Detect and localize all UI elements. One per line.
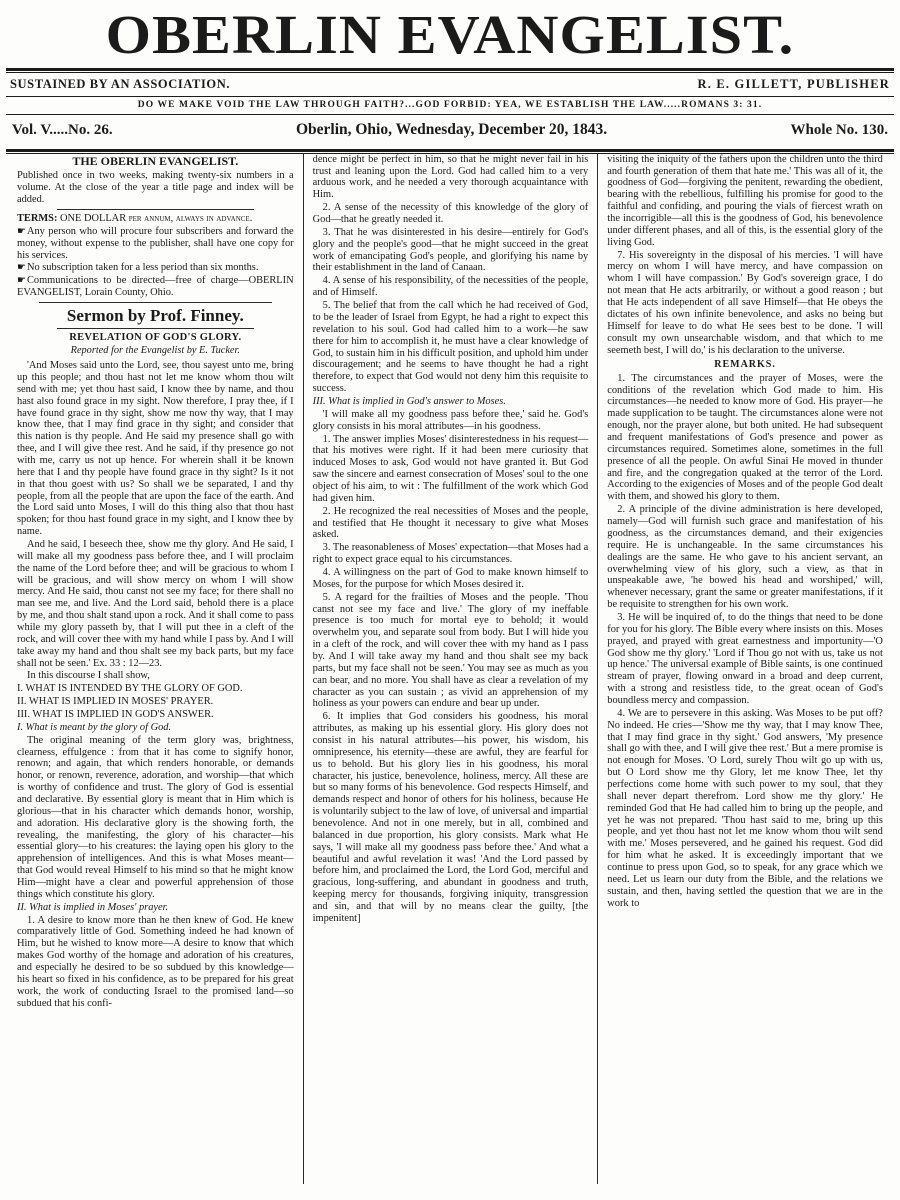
body-paragraph: 3. The reasonableness of Moses' expectation—that Moses had a right to expect grace equal to his circumstances. <box>312 542 589 566</box>
body-paragraph: 5. The belief that from the call which he had received of God, to be the leader of Israel from Egypt, he had a right to expect this revelation to his soul. God had called him to a work—he saw there for him to accomplish it, he must have a clear knowledge of God, to sustain him in his difficult position, and uphold him under discouragement; and he seems to have thought he had a right therefore, to expect that God would not deny him this requisite to success. <box>312 300 589 395</box>
body-paragraph: And he said, I beseech thee, show me thy glory. And He said, I will make all my goodness pass before thee, and I will proclaim the name of the Lord before thee; and will be gracious to whom I will be gracious, and will show mercy on whom I will show mercy. And He said, thou canst not see my face; for there shall no man see me, and live. And the Lord said, behold there is a place by me, and thou shalt stand upon a rock. And it shall come to pass while my glory passeth by, that I will put thee in a cleft of the rock, and will cover thee with my hand while I pass by. And I will take away my hand and thou shalt see my back parts, but my face shall not be seen.' Ex. 33 : 12—23. <box>17 538 294 669</box>
body-paragraph: 'And Moses said unto the Lord, see, thou sayest unto me, bring up this people; and thou hast not let me know whom thou wilt send with me; yet thou hast said, I know thee by name, and thou hast also found grace in my sight. Now therefore, I pray thee, if I have found grace in thy sight, show me now thy way, that I may know thee, that I may find grace in thy sight; and consider that this nation is thy people. And He said my presence shall go with thee, and I will give thee rest. And he said, if thy presence go not with me, carry us not up hence. For wherein shall it be known here that I and thy people have found grace in thy sight? Is it not in that thou goest with us? So shall we be separated, I and thy people, from all the people that are upon the face of the earth. And the Lord said unto Moses, I will do this thing also that thou hast spoken; for thou hast found grace in my sight, and I know thee by name. <box>17 360 294 538</box>
body-paragraph: 'I will make all my goodness pass before thee,' said he. God's glory consists in his moral attributes—in his goodness. <box>312 408 589 432</box>
sermon-title: Sermon by Prof. Finney. <box>66 306 244 326</box>
terms-note-3 <box>17 275 294 299</box>
paper-info-heading: THE OBERLIN EVANGELIST. <box>72 153 239 168</box>
divider-2 <box>39 302 272 303</box>
column-2 <box>303 154 598 1184</box>
section-heading <box>313 396 589 408</box>
pointing-hand-icon: ☛ <box>17 225 26 237</box>
article-columns <box>0 154 900 1184</box>
body-paragraph: 1. The answer implies Moses' disinterestedness in his request—that his motives were right. If it had been mere curiosity that induced Moses to ask, God would not have granted it. But God saw the sincere and earnest consecration of Moses' soul to the one object of his aim, to wit : The fulfillment of the work which God had given him. <box>312 433 589 504</box>
sermon-subtitle: REVELATION OF GOD'S GLORY. <box>69 332 242 344</box>
terms-label: TERMS: <box>17 213 58 224</box>
association-credit: SUSTAINED BY AN ASSOCIATION. <box>10 76 231 91</box>
body-paragraph: 3. That he was disinterested in his desire—entirely for God's glory and the people's good—that he might succeed in the great work of emancipating God's people, and glorifying his name by their establishment in the land of Canaan. <box>312 226 589 274</box>
issue-row <box>0 115 900 145</box>
outline-point-3: III. WHAT IS IMPLIED IN GOD'S ANSWER. <box>17 709 214 721</box>
body-paragraph: 4. A willingness on the part of God to make known himself to Moses, for the purpose for which Moses desired it. <box>312 566 589 590</box>
masthead-motto: DO WE MAKE VOID THE LAW THROUGH FAITH?...GOD FORBID: YEA, WE ESTABLISH THE LAW.....ROMANS 3: 31. <box>137 99 763 110</box>
body-paragraph: 4. We are to persevere in this asking. Was Moses to be put off? No indeed. He cries—'Show me thy way, that I may know Thee, that I may find grace in thy sight.' God answers, 'My presence shall go with thee, and I will give thee rest.' But a mere promise is not enough for Moses. 'O Lord, surely Thou wilt go up with us, but O Lord show me thy Glory, let me know Thee, let thy perfections come home with such power to my soul, that they shall never depart therefrom. Lord show me thy glory.' He reminded God that He had called him to bring up the people, and yet he was not prepared. 'Thou hast said to me, bring up this people, and yet thou hast not let me know whom thou wilt send with me.' Moses persevered, and he gained his request. God did for him what he asked. It is exceedingly important that we continue to press upon God, so to speak, for any grace which we need. Let us learn our duty from the Bible, and the relations we sustain, and then, having settled the question that we are in the work to <box>607 707 883 909</box>
body-paragraph: 7. His sovereignty in the disposal of his mercies. 'I will have mercy on whom I will have mercy, and have compassion on whom I will have compassion.' By God's sovereign grace, I do not mean that He acts arbitrarily, or without a good reason ; but that He acts independent of all save Himself—that He obeys the dictates of his own infinite benevolence, and asks no being but Himself for leave to do what He sees best to be done. 'I will consult my own unsearchable wisdom, and that which to me seemeth best, I will do,' is his declaration to the universe. <box>607 249 883 356</box>
masthead-rule-thick <box>6 68 894 71</box>
divider-1 <box>57 209 254 210</box>
body-paragraph: 2. A principle of the divine administration is here developed, namely—God will furnish such grace and manifestation of his goodness, as the circumstances demand, and their exigencies require. He is unchangeable. In the same circumstances his dealings are the same. He who gave to his ancient servant, an overwhelming view of his glory, such a view, as that in unspeakable awe, 'he bowed his head and worshiped,' will, whenever necessary, grant the same or greater manifestations, if it be requisite to strengthen for his own work. <box>607 504 883 611</box>
place-date: Oberlin, Ohio, Wednesday, December 20, 1843. <box>295 120 608 138</box>
body-paragraph: The original meaning of the term glory was, brightness, clearness, effulgence : from that it has come to signify honor, renown; and again, that which renders honorable, or demands honor, or renown, reverence, adoration, and worship—that which is worthy of confidence and trust. The glory of God is essential and declarative. By essential glory is meant that in Him which is glorious—that in his character which demands honor, worship, and adoration. His declarative glory is the showing forth, the revealing, the manifesting, the glory of his character—his essential glory—to his creatures: the laying open his glory to the apprehension of intelligences. And this is what Moses meant—that God would reveal Himself to his mind so that he might know Him—might have a clear and powerful apprehension of those things which constitute his glory. <box>17 734 294 900</box>
body-paragraph: 5. A regard for the frailties of Moses and the people. 'Thou canst not see my face and live.' The glory of my ineffable presence is too much for mortal eye to behold; it would overwhelm you, and separate soul from body. But I will hide you in a cleft of the rock, and will cover thee with my hand as I pass by. And I will take away my hand and thou shalt see my back parts, but my face shall not be seen.' You may see as much as you can bear, and no more. You shall have as clear a revelation of my character as you can sustain ; as vivid an apprehension of my holiness as your powers can endure and bear up under. <box>312 591 589 710</box>
body-paragraph: In this discourse I shall show, <box>27 670 150 682</box>
issue-rule-thick <box>6 149 894 152</box>
body-paragraph: 4. A sense of his responsibility, of the necessities of the people, and of Himself. <box>312 275 589 299</box>
body-paragraph: 3. He will be inquired of, to do the things that need to be done for you for his glory. The Bible every where insists on this. Moses prayed, and prayed with great earnestness and importunity—'O God show me thy glory.' 'Lord if Thou go not with us, take us not up hence.' The universal example of Bible saints, is one continued stream of prayer, flowing onward in a broad and deep current, with a strong and resistless tide, to the great ocean of God's boundless mercy and compassion. <box>607 611 883 706</box>
section-heading-text: II. What is implied in Moses' prayer. <box>17 901 169 913</box>
body-paragraph: visiting the iniquity of the fathers upon the children unto the third and fourth generation of them that hate me.' This was all of it, the goodness of God—forgiving the penitent, rewarding the obedient, bearing with the rebellious, fulfilling his promise for good to the faithful and confiding, and pouring the vials of fiercest wrath on the incorrigible—all this is the goodness of God, his benevolence under different phases, and all of this, is the essential glory of the living God. <box>607 153 883 248</box>
section-heading-text: III. What is implied in God's answer to Moses. <box>312 395 506 407</box>
newspaper-title: OBERLIN EVANGELIST. <box>105 4 795 65</box>
sermon-reporter: Reported for the Evangelist by E. Tucker. <box>70 345 240 357</box>
whole-number: Whole No. 130. <box>790 121 888 138</box>
outline-point-1: I. WHAT IS INTENDED BY THE GLORY OF GOD. <box>17 683 243 695</box>
publisher-credit: R. E. GILLETT, PUBLISHER <box>697 76 890 91</box>
divider-3 <box>57 328 254 329</box>
terms-note-3-text: Communications to be directed—free of charge—OBERLIN EVANGELIST, Lorain County, Ohio. <box>17 275 294 299</box>
remarks-heading: REMARKS. <box>714 359 776 371</box>
body-paragraph: 2. A sense of the necessity of this knowledge of the glory of God—that he greatly needed it. <box>312 202 589 226</box>
terms-note-1-text: Any person who will procure four subscribers and forward the money, without expense to the publisher, shall have one copy for his services. <box>17 225 294 261</box>
column-3 <box>597 154 892 1184</box>
terms-line <box>17 213 294 225</box>
body-paragraph: dence might be perfect in him, so that he might never fail in his trust and leaning upon the Lord. God had called him to a very arduous work, and he needed a very thorough acquaintance with Him. <box>312 153 589 201</box>
section-heading <box>17 722 294 734</box>
pointing-hand-icon: ☛ <box>17 275 26 287</box>
volume-number: Vol. V.....No. 26. <box>12 121 113 138</box>
body-paragraph: 6. It implies that God considers his goodness, his moral attributes, as making up his essential glory. His glory does not consist in his natural attributes—his power, his wisdom, his omnipresence, his eternity—these are awful, they are fearful for us to behold. But his glory lies in his goodness, his moral character, his justice, benevolence, holiness, mercy. All these are but so many forms of his benevolence. God respects Himself, and demands respect and honor of others for his holiness, because He is voluntarily subject to the law of love, of universal and impartial benevolence. And not in one merely, but in all, combined and balanced in due proportion, his glory consists. Mark what He says, 'I will make all my goodness pass before thee.' And what a beautiful and awful revelation it was! 'And the Lord passed by before him, and proclaimed the Lord, the Lord God, merciful and gracious, long-suffering, and abundant in goodness and truth, keeping mercy for thousands, forgiving iniquity, transgression and sin, and that will by no means clear the guilty, [the impenitent] <box>312 711 589 924</box>
body-paragraph: 1. A desire to know more than he then knew of God. He knew comparatively little of God. Something indeed he had known of Him, but he wished to know more—A desire to know that which makes God worthy of the homage and adoration of his creatures, and especially he desired to be so subdued by this knowledge—his heart so fixed in his confidence, as to be prepared for his great work, the work of conducting Israel to the promised land—so subdued that his confi- <box>17 914 294 1009</box>
credit-row <box>0 73 900 95</box>
masthead <box>0 0 900 64</box>
terms-note-1 <box>17 226 294 262</box>
pointing-hand-icon: ☛ <box>17 262 26 274</box>
outline-point-2: II. WHAT IS IMPLIED IN MOSES' PRAYER. <box>17 696 214 708</box>
terms-note-2-text: No subscription taken for a less period than six months. <box>26 262 259 274</box>
column-1 <box>8 154 303 1184</box>
section-heading-text: I. What is meant by the glory of God. <box>17 721 172 733</box>
publication-frequency: Published once in two weeks, making twenty-six numbers in a volume. At the close of the year a title page and index will be added. <box>17 170 294 206</box>
body-paragraph: 2. He recognized the real necessities of Moses and the people, and testified that He thought it necessary to give what Moses asked. <box>312 505 589 541</box>
terms-amount: ONE DOLLAR per annum, always in advance. <box>60 213 253 224</box>
body-paragraph: 1. The circumstances and the prayer of Moses, were the conditions of the revelation which God made to him. His circumstances—he needed to know more of God. His prayer—he made supplication to be taught. The circumstances alone were not enough, nor the prayer alone, but both united. He had subsequent and frequent manifestations of God's presence and power as circumstances required. Sometimes alone, sometimes in the full presence of all the people. On awful Sinai He moved in thunder and fire, and the congregation quaked at the terror of the Lord. According to the exigencies of Moses and of the people God dealt with them, and showed his glory to them. <box>607 372 883 503</box>
terms-note-2 <box>17 262 294 274</box>
section-heading <box>17 902 294 914</box>
